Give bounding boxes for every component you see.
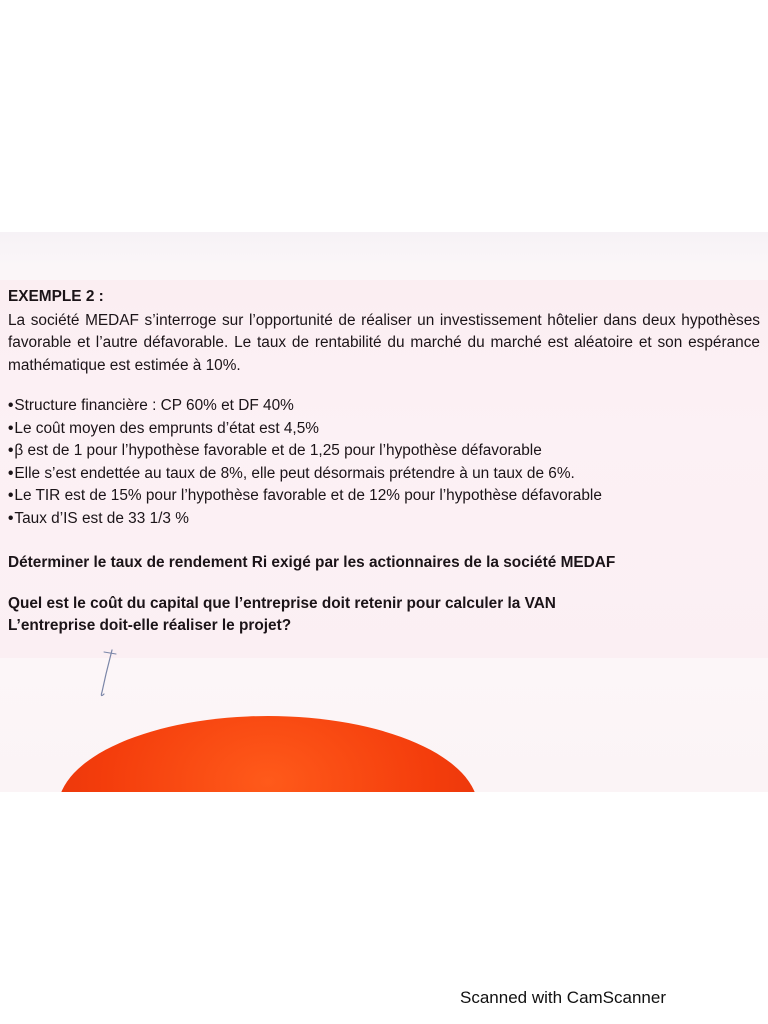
question-cost-of-capital: Quel est le coût du capital que l’entreprise doit retenir pour calculer la VAN — [8, 594, 556, 612]
orange-object — [58, 716, 478, 792]
bullet-marker: • — [8, 419, 14, 437]
bullet-marker: • — [8, 487, 14, 504]
bullet-text: Le coût moyen des emprunts d’état est 4,5% — [14, 419, 319, 437]
bullet-marker: • — [8, 442, 14, 459]
intro-paragraph: La société MEDAF s’interroge sur l’opportunité de réaliser un investissement hôtelier dans deux hypothèses favorable et l’autre défavorable. Le taux de rentabilité du marché du marché est aléatoire et son espérance mathématique est estimée à 10%. — [8, 311, 760, 374]
bullet-item — [8, 463, 760, 486]
exercise-title: EXEMPLE 2 : — [8, 288, 104, 305]
bullet-text: Le TIR est de 15% pour l’hypothèse favorable et de 12% pour l’hypothèse défavorable — [14, 487, 602, 504]
bullet-item — [8, 485, 760, 508]
question-project-decision: L’entreprise doit-elle réaliser le projet? — [8, 617, 292, 634]
bullet-marker: • — [8, 509, 14, 527]
bullet-item — [8, 508, 760, 531]
pen-scribble — [92, 648, 122, 700]
bullet-text: Taux d’IS est de 33 1/3 % — [14, 509, 189, 527]
bullet-marker: • — [8, 397, 14, 414]
bullet-text: β est de 1 pour l’hypothèse favorable et de 1,25 pour l’hypothèse défavorable — [14, 442, 542, 459]
bullet-item — [8, 440, 760, 463]
document-body — [8, 286, 760, 638]
data-bullet-list — [8, 395, 760, 530]
bullet-text: Structure financière : CP 60% et DF 40% — [14, 397, 294, 414]
bullet-item — [8, 418, 760, 441]
question-required-return: Déterminer le taux de rendement Ri exigé par les actionnaires de la société MEDAF — [8, 554, 616, 571]
bullet-text: Elle s’est endettée au taux de 8%, elle peut désormais prétendre à un taux de 6%. — [14, 464, 575, 482]
bullet-item — [8, 395, 760, 418]
scanner-watermark: Scanned with CamScanner — [460, 988, 667, 1007]
bullet-marker: • — [8, 464, 14, 482]
scanned-photo — [0, 232, 768, 792]
